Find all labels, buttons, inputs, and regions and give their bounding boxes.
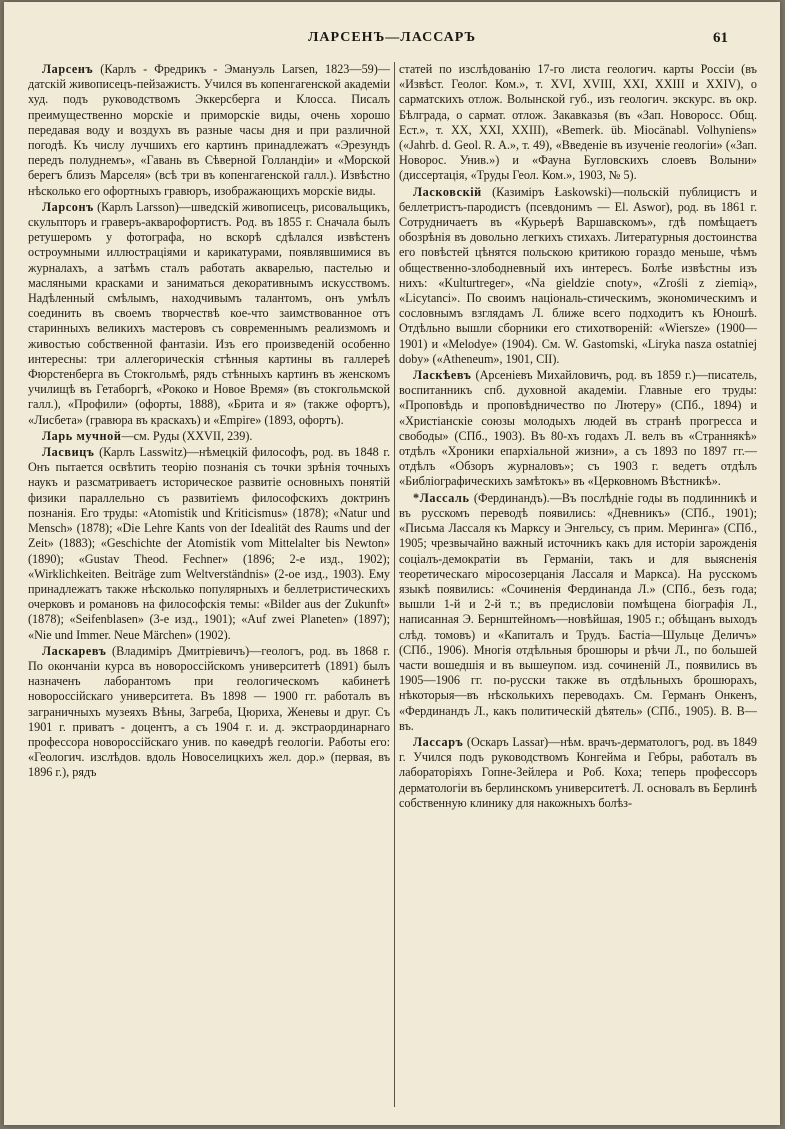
entry-lar-muchnoy <box>28 429 390 444</box>
entry-text: —см. Руды (XXVII, 239). <box>121 428 253 443</box>
left-column <box>28 62 390 1107</box>
entry-text: (Владиміръ Дмитріевичъ)—геологъ, род. въ 1868 г. По окончаніи курса въ новороссійскомъ университетѣ (1891) былъ назначенъ лаборантомъ при геологическомъ кабинетѣ новороссійскаго университета. Въ 1898 — 1900 гг. работалъ въ заграничныхъ музеяхъ Вѣны, Загреба, Цюриха, Женевы и друг. Съ 1901 г. приватъ - доцентъ, а съ 1904 г. и. д. экстраординарнаго профессора новороссійскаго унив. по каѳедрѣ геологіи. Работы его: «Геологич. изслѣдов. вдоль Новоселицкихъ жел. дор.» (первая, въ 1896 г.), рядъ <box>28 643 390 780</box>
book-page <box>4 2 780 1125</box>
entry-headword: Ларь мучной <box>42 428 122 443</box>
entry-headword: Ларсонъ <box>42 199 94 214</box>
entry-laskarev <box>28 644 390 781</box>
running-title: ЛАРСЕНЪ—ЛАССАРЪ <box>307 30 477 45</box>
entry-text: (Казиміръ Łaskowski)—польскій публицистъ и беллетристъ-пародистъ (псевдонимъ — El. Aswor), род. въ 1861 г. Сотрудничаетъ въ «Курьерѣ Варшавскомъ», гдѣ помѣщаетъ обозрѣнія въ довольно легкихъ стихахъ. Литературныя достоинства его повѣстей цѣнятся польскою критикою гораздо меньше, чѣмъ общественно-злободневный ихъ интересъ. Болѣе извѣстны изъ нихъ: «Kulturtreger», «Na gieldzie cnoty», «Zrośli z ziemią», «Licytanci». По своимъ національ-стическимъ, экономическимъ и сословнымъ взглядамъ Л. ближе всего подходитъ къ Юношѣ. Отдѣльно вышли сборники его стихотвореній: «Wiersze» (1900—1901) и «Melodye» (1904). См. W. Gastomski, «Liryka nasza ostatniej doby» («Atheneum», 1901, CII). <box>399 184 757 366</box>
entry-text: (Оскаръ Lassar)—нѣм. врачъ-дерматологъ, род. въ 1849 г. Учился подъ руководствомъ Конгейма и Гебры, работалъ въ лабораторіяхъ Гопне-Зейлера и Роб. Коха; теперь профессоръ дерматологіи въ берлинскомъ университетѣ. Л. основалъ въ Берлинѣ собственную клинику для накожныхъ болѣз- <box>399 734 757 810</box>
entry-headword: *Лассаль <box>413 490 470 505</box>
entry-headword: Ласковскій <box>413 184 482 199</box>
entry-text: (Фердинандъ).—Въ послѣдніе годы въ подлинникѣ и въ русскомъ переводѣ появились: «Дневникъ» (СПб., 1901); «Письма Лассаля къ Марксу и Энгельсу, съ прим. Меринга» (СПб., 1905; чрезвычайно важный источникъ какъ для исторіи зарожденія соціалъ-демократіи въ Германіи, такъ и для выясненія теоретическаго міросозерцанія Лассаля и Маркса). На русскомъ языкѣ появились: «Сочиненія Фердинанда Л.» (СПб., безъ года; вышли 1-й и 2-й т.; въ предисловіи помѣщена біографія Л., написанная Э. Бернштейномъ—новѣйшая, 1905 г.; обѣщанъ выходъ слѣд. томовъ) и «Капиталъ и Трудъ. Бастіа—Шульце Деличъ» (СПб., 1906). Многія отдѣльныя брошюры и рѣчи Л., по большей части вошедшія и въ вышеупом. изд. сочиненій Л., появились въ 1905—1906 гг. по-русски также въ отдѣльныхъ брошюрахъ, нѣкоторыя—въ нѣсколькихъ переводахъ. См. Германъ Онкенъ, «Фердинандъ Л., какъ политическій дѣятель» (СПб., 1905). В. В—въ. <box>399 490 757 733</box>
entry-lassar <box>399 735 757 811</box>
entry-text: (Карлъ Lasswitz)—нѣмецкій философъ, род. въ 1848 г. Онъ пытается освѣтить теорію познанія съ точки зрѣнія точныхъ наукъ и разсматриваетъ историческое развитіе основныхъ понятій физики параллельно съ развитіемъ философскихъ доктринъ познанія. Его труды: «Atomistik und Kriticismus» (1878); «Natur und Mensch» (1878); «Die Lehre Kants von der Idealität des Raums und der Zeit» (1883); «Geschichte der Atomistik vom Mittelalter bis Newton» (1890); «Gustav Theod. Fechner» (1896; 2-е изд., 1902); «Wirklichkeiten. Beiträge zum Weltverständnis» (2-ое изд., 1903). Ему принадлежатъ также нѣсколько популярныхъ и беллетристическихъ очерковъ и романовъ на философскія темы: «Bilder aus der Zukunft» (1878); «Seifenblasen» (3-е изд., 1901); «Auf zwei Planeten» (1897); «Nie und Immer. Neue Märchen» (1902). <box>28 445 390 642</box>
column-divider <box>394 62 395 1107</box>
right-column <box>399 62 757 1107</box>
entry-text: (Карлъ Larsson)—шведскій живописецъ, рисовальщикъ, скульпторъ и граверъ-акварофортистъ. Род. въ 1855 г. Сначала былъ ретушеромъ у фотографа, но вскорѣ сдѣлался извѣстенъ остроумными иллюстраціями и карикатурами, появлявшимися въ журналахъ, а затѣмъ сталъ работать акварелью, пастелью и масляными красками и заниматься декоративнымъ искусствомъ. Надѣленный смѣлымъ, находчивымъ талантомъ, онъ умѣлъ соединить въ своемъ творчествѣ кое-что заимствованное отъ старинныхъ великихъ мастеровъ съ современнымъ реализмомъ и живостью собственной фантазіи. Изъ его произведеній особенно интересны: три аллегорическія стѣнныя картины въ галлереѣ Фюрстенберга въ Стокгольмѣ, рядъ стѣнныхъ картинъ въ женскомъ училищѣ въ Гетаборгѣ, «Рококо и Новое Время» (въ стокгольмской галл.), «Профили» (офорты, 1888), «Брита и я» (также офортъ), «Лисбета» (гравюра въ краскахъ) и «Empire» (1893, офортъ). <box>28 199 390 427</box>
entry-laskeev <box>399 368 757 490</box>
entry-headword: Лассаръ <box>413 734 464 749</box>
entry-larsen <box>28 62 390 199</box>
entry-larsson <box>28 200 390 428</box>
page-number: 61 <box>713 30 728 46</box>
page-header <box>4 30 780 52</box>
entry-headword: Ласкаревъ <box>42 643 107 658</box>
entry-text: (Карлъ - Фредрикъ - Эмануэль Larsen, 1823—59)—датскій живописецъ-пейзажистъ. Учился въ копенгагенской академіи худ. подъ руководствомъ Эккерсберга и Клосса. Писалъ преимущественно морскіе и приморскіе виды, очень хорошо передавая воду и воздухъ въ разные часы дня и при различной погодѣ. Къ числу лучшихъ его картинъ принадлежатъ «Эрезундъ передъ полуднемъ», «Гавань въ Сѣверной Голландіи» и «Морской берегъ близъ Марселя» (всѣ три въ копенгагенской галл.). Извѣстно нѣсколько его офортныхъ гравюръ, изображающихъ морскіе виды. <box>28 62 390 198</box>
entry-headword: Ласвицъ <box>42 445 95 460</box>
entry-text: (Арсеніевъ Михайловичъ, род. въ 1859 г.)—писатель, воспитанникъ спб. духовной академіи. Главные его труды: «Проповѣдь и проповѣдничество по Лютеру» (СПб., 1894) и «Христіанскіе союзы молодыхъ людей въ странѣ прогресса и свободы» (СПб., 1903). Въ 80-хъ годахъ Л. велъ въ «Страннякѣ» отдѣлъ «Хроники епархіальной жизни», а съ 1893 по 1897 гг.—отдѣлъ «Обзоръ журналовъ»; съ 1903 г. ведетъ отдѣлъ «Библіографическихъ замѣтокъ» въ «Церковномъ Вѣстникѣ». <box>399 368 757 489</box>
entry-text: статей по изслѣдованію 17-го листа геологич. карты Россіи (въ «Извѣст. Геолог. Ком.», т. XVI, XVIII, XXI, XXIII и XXIV), о сарматскихъ отлож. Волынской губ., изъ геологич. экскурс. въ окр. Бѣлграда, о сармат. отлож. Закавказья (въ «Зап. Новоросс. Общ. Ест.», т. XX, XXI, XXIII), «Bemerk. üb. Miocänabl. Volhyniens» («Jahrb. d. Geol. R. A.», т. 49), «Введеніе въ изученіе геологіи» («Зап. Новорос. Унив.») и «Фауна Бугловскихъ слоевъ Волыни» (диссертація, «Труды Геол. Ком.», 1903, № 5). <box>399 62 757 183</box>
entry-headword: Ларсенъ <box>42 62 94 76</box>
entry-headword: Ласкѣевъ <box>413 368 472 383</box>
entry-laskarev-continued <box>399 62 757 184</box>
entry-lasswitz <box>28 445 390 643</box>
entry-lassalle <box>399 491 757 734</box>
entry-laskowski <box>399 185 757 367</box>
